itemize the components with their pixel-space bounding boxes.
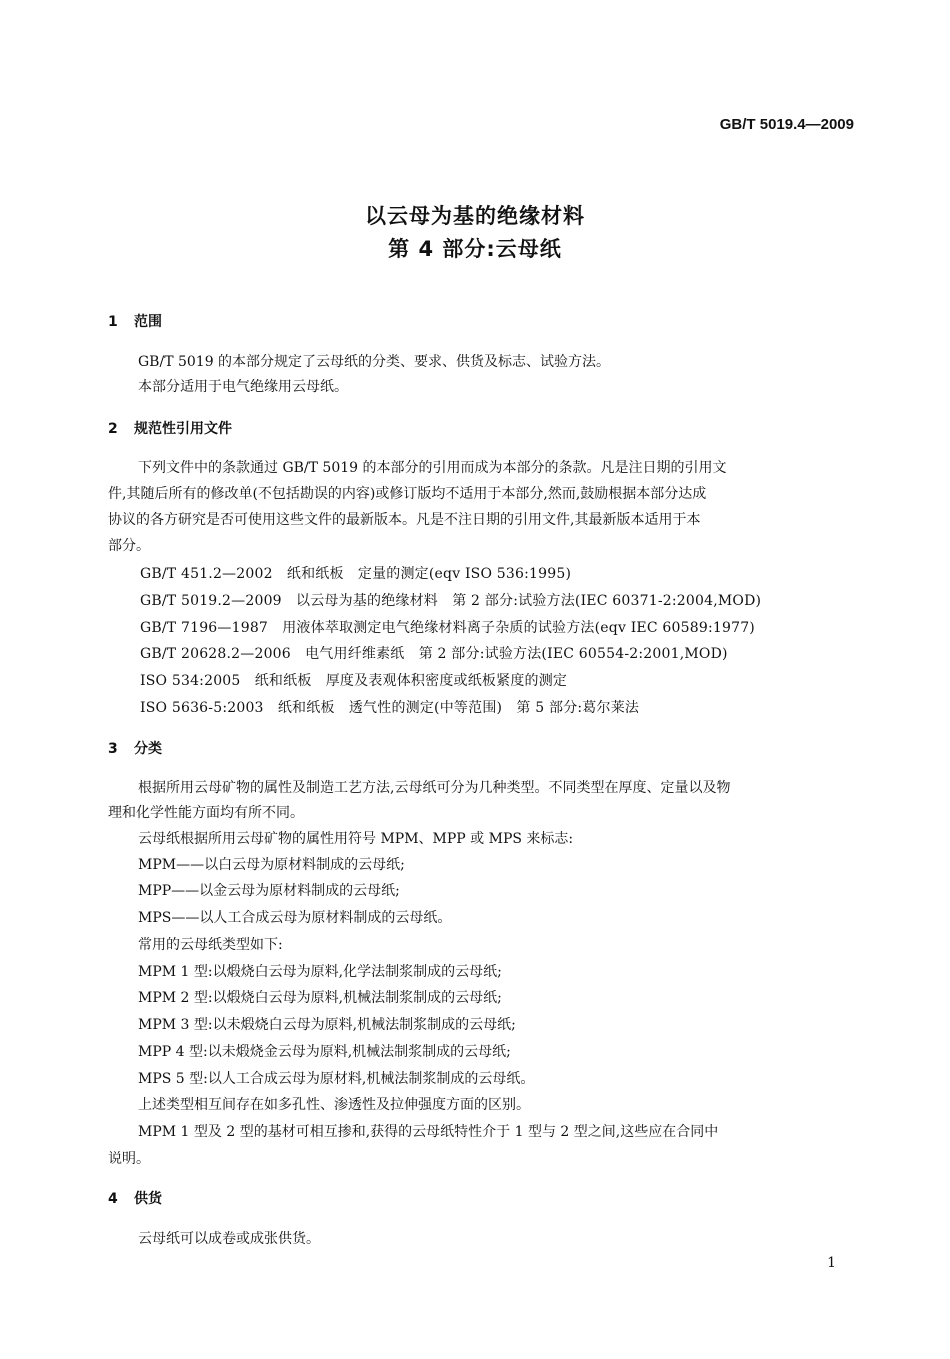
paragraph-line: GB/T 5019 的本部分规定了云母纸的分类、要求、供货及标志、试验方法。 [138, 354, 611, 370]
reference-item: GB/T 7196—1987 用液体萃取测定电气绝缘材料离子杂质的试验方法(eqv IEC 60589:1977) [140, 620, 755, 636]
paragraph-line: 上述类型相互间存在如多孔性、渗透性及拉伸强度方面的区别。 [138, 1097, 530, 1113]
paragraph-line: MPS 5 型:以人工合成云母为原材料,机械法制浆制成的云母纸。 [138, 1071, 535, 1087]
section-4-heading [108, 1188, 162, 1208]
paragraph-line: MPM——以白云母为原材料制成的云母纸; [138, 857, 405, 873]
paragraph-line: MPM 1 型及 2 型的基材可相互掺和,获得的云母纸特性介于 1 型与 2 型之间,这些应在合同中 [138, 1124, 719, 1140]
section-title: 规范性引用文件 [134, 421, 232, 437]
section-1-heading [108, 311, 162, 331]
paragraph-line: 根据所用云母矿物的属性及制造工艺方法,云母纸可分为几种类型。不同类型在厚度、定量以及物 [138, 780, 731, 796]
paragraph-line: MPM 2 型:以煅烧白云母为原料,机械法制浆制成的云母纸; [138, 990, 502, 1006]
paragraph-line: 件,其随后所有的修改单(不包括勘误的内容)或修订版均不适用于本部分,然而,鼓励根据本部分达成 [108, 486, 707, 502]
reference-item: GB/T 5019.2—2009 以云母为基的绝缘材料 第 2 部分:试验方法(IEC 60371-2:2004,MOD) [140, 593, 762, 609]
paragraph-line: 下列文件中的条款通过 GB/T 5019 的本部分的引用而成为本部分的条款。凡是注日期的引用文 [138, 460, 727, 476]
paragraph-line: 云母纸可以成卷或成张供货。 [138, 1231, 320, 1247]
reference-item: GB/T 20628.2—2006 电气用纤维素纸 第 2 部分:试验方法(IEC 60554-2:2001,MOD) [140, 646, 728, 662]
paragraph-line: 云母纸根据所用云母矿物的属性用符号 MPM、MPP 或 MPS 来标志: [138, 831, 574, 847]
paragraph-line: MPP——以金云母为原材料制成的云母纸; [138, 883, 400, 899]
paragraph-line: MPM 1 型:以煅烧白云母为原料,化学法制浆制成的云母纸; [138, 964, 502, 980]
section-title: 范围 [134, 314, 162, 330]
paragraph-line: 说明。 [108, 1151, 150, 1167]
paragraph-line: MPP 4 型:以未煅烧金云母为原料,机械法制浆制成的云母纸; [138, 1044, 511, 1060]
reference-item: ISO 534:2005 纸和纸板 厚度及表观体积密度或纸板紧度的测定 [140, 673, 568, 689]
section-number: 1 [108, 314, 118, 330]
paragraph-line: 常用的云母纸类型如下: [138, 937, 283, 953]
reference-item: ISO 5636-5:2003 纸和纸板 透气性的测定(中等范围) 第 5 部分:葛尔莱法 [140, 700, 640, 716]
standard-code: GB/T 5019.4—2009 [719, 116, 854, 133]
section-number: 4 [108, 1191, 118, 1207]
section-number: 3 [108, 741, 118, 757]
reference-item: GB/T 451.2—2002 纸和纸板 定量的测定(eqv ISO 536:1995) [140, 566, 572, 582]
title-line-2: 第 4 部分:云母纸 [388, 237, 562, 261]
paragraph-line: 部分。 [108, 538, 150, 554]
paragraph-line: 本部分适用于电气绝缘用云母纸。 [138, 379, 348, 395]
section-3-heading [108, 738, 162, 758]
section-title: 供货 [134, 1191, 162, 1207]
title-line-1: 以云母为基的绝缘材料 [365, 204, 585, 228]
section-2-heading [108, 418, 232, 438]
paragraph-line: 协议的各方研究是否可使用这些文件的最新版本。凡是不注日期的引用文件,其最新版本适用于本 [108, 512, 701, 528]
paragraph-line: 理和化学性能方面均有所不同。 [108, 805, 304, 821]
paragraph-line: MPM 3 型:以未煅烧白云母为原料,机械法制浆制成的云母纸; [138, 1017, 516, 1033]
page-number: 1 [827, 1255, 836, 1271]
section-title: 分类 [134, 741, 162, 757]
section-number: 2 [108, 421, 118, 437]
paragraph-line: MPS——以人工合成云母为原材料制成的云母纸。 [138, 910, 452, 926]
